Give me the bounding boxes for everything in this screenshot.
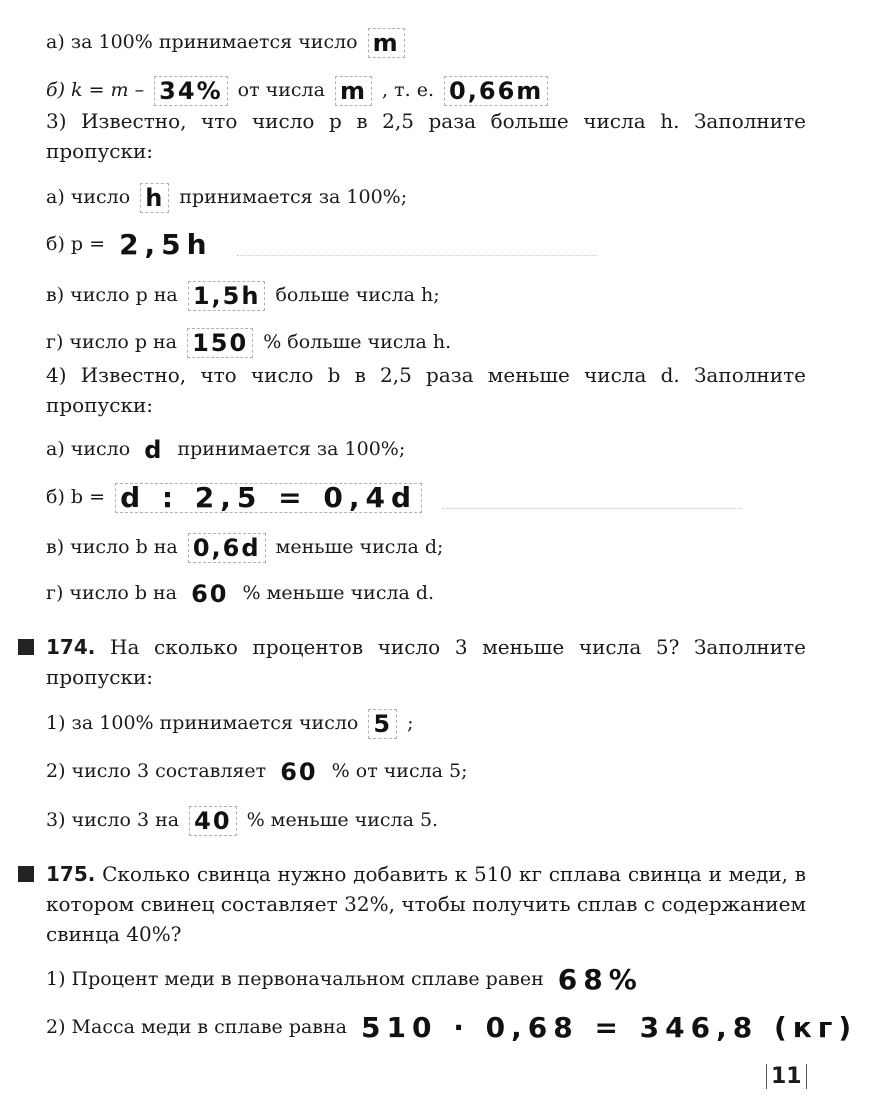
item-prefix: 3) число 3 на [46, 809, 180, 831]
item-prefix: б) p = [46, 233, 106, 255]
prev-item-a [46, 28, 409, 58]
handwritten-answer: m [335, 76, 372, 106]
exercise-number: 174. [46, 635, 96, 659]
handwritten-answer: d [144, 436, 164, 464]
item-suffix: больше числа h; [275, 284, 440, 306]
ex175-item-1 [46, 963, 651, 996]
item-prefix: а) число [46, 186, 131, 208]
item-suffix: % меньше числа d. [242, 582, 435, 604]
item-prefix: 1) за 100% принимается число [46, 712, 359, 734]
exercise-text: Сколько свинца нужно добавить к 510 кг сплава свинца и меди, в котором свинец составляет 32%, чтобы получить сплав с содержанием свинца 40%? [46, 862, 806, 946]
item-suffix: принимается за 100%; [179, 186, 408, 208]
item-suffix: % от числа 5; [331, 760, 468, 782]
task4-item-a [46, 436, 405, 464]
ex174-item-3 [46, 806, 438, 836]
handwritten-answer: 150 [187, 328, 253, 358]
task4-item-g [46, 580, 434, 608]
handwritten-answer: 60 [280, 758, 318, 786]
dotted-answer-line [237, 235, 597, 256]
handwritten-answer: 40 [189, 806, 236, 836]
item-prefix: в) число p на [46, 284, 178, 306]
handwritten-answer: m [368, 28, 405, 58]
item-suffix: % меньше числа 5. [246, 809, 439, 831]
item-prefix: а) число [46, 438, 131, 460]
task4-item-v [46, 533, 443, 563]
handwritten-answer: 2,5h [119, 228, 213, 261]
exercise-number: 175. [46, 862, 96, 886]
task3-item-a [46, 183, 407, 213]
task3-item-v [46, 281, 440, 311]
item-suffix: % больше числа h. [263, 331, 452, 353]
task3-statement: 3) Известно, что число p в 2,5 раза больше числа h. Заполните пропуски: [46, 109, 806, 163]
handwritten-answer: 34% [154, 76, 227, 106]
exercise-marker-icon [18, 866, 34, 882]
exercise-text: На сколько процентов число 3 меньше числа 5? Заполните пропуски: [46, 635, 806, 689]
item-suffix: ; [407, 712, 414, 734]
prev-b-suffix: , т. е. [382, 79, 434, 101]
task4-statement: 4) Известно, что число b в 2,5 раза меньше числа d. Заполните пропуски: [46, 363, 806, 417]
item-suffix: меньше числа d; [275, 536, 444, 558]
ex175-item-2 [46, 1011, 865, 1044]
handwritten-answer: 510 · 0,68 = 346,8 (кг) [361, 1011, 858, 1044]
item-prefix: г) число b на [46, 582, 178, 604]
item-prefix: 2) число 3 составляет [46, 760, 267, 782]
task3-item-b [46, 228, 597, 261]
prev-b-mid: от числа [237, 79, 325, 101]
item-suffix: принимается за 100%; [177, 438, 406, 460]
handwritten-answer: 60 [191, 580, 229, 608]
page-number: 11 [766, 1064, 807, 1089]
exercise-174-statement [46, 632, 806, 692]
handwritten-answer: 0,6d [188, 533, 266, 563]
item-prefix: б) b = [46, 486, 106, 508]
handwritten-answer: 5 [368, 709, 397, 739]
handwritten-answer: h [140, 183, 169, 213]
handwritten-answer: d : 2,5 = 0,4d [115, 483, 422, 513]
item-prefix: г) число p на [46, 331, 178, 353]
ex174-item-1 [46, 709, 414, 739]
prev-b-prefix: б) k = m – [46, 79, 145, 101]
item-prefix: в) число b на [46, 536, 178, 558]
prev-a-text: а) за 100% принимается число [46, 31, 358, 53]
ex174-item-2 [46, 758, 468, 786]
task3-item-g [46, 328, 451, 358]
handwritten-answer: 1,5h [188, 281, 266, 311]
handwritten-answer: 0,66m [444, 76, 548, 106]
item-prefix: 2) Масса меди в сплаве равна [46, 1016, 347, 1038]
dotted-answer-line [442, 488, 742, 509]
exercise-175-statement [46, 859, 806, 949]
prev-item-b [46, 76, 552, 106]
task4-item-b [46, 483, 742, 513]
item-prefix: 1) Процент меди в первоначальном сплаве равен [46, 968, 544, 990]
handwritten-answer: 68% [557, 963, 643, 996]
exercise-marker-icon [18, 639, 34, 655]
